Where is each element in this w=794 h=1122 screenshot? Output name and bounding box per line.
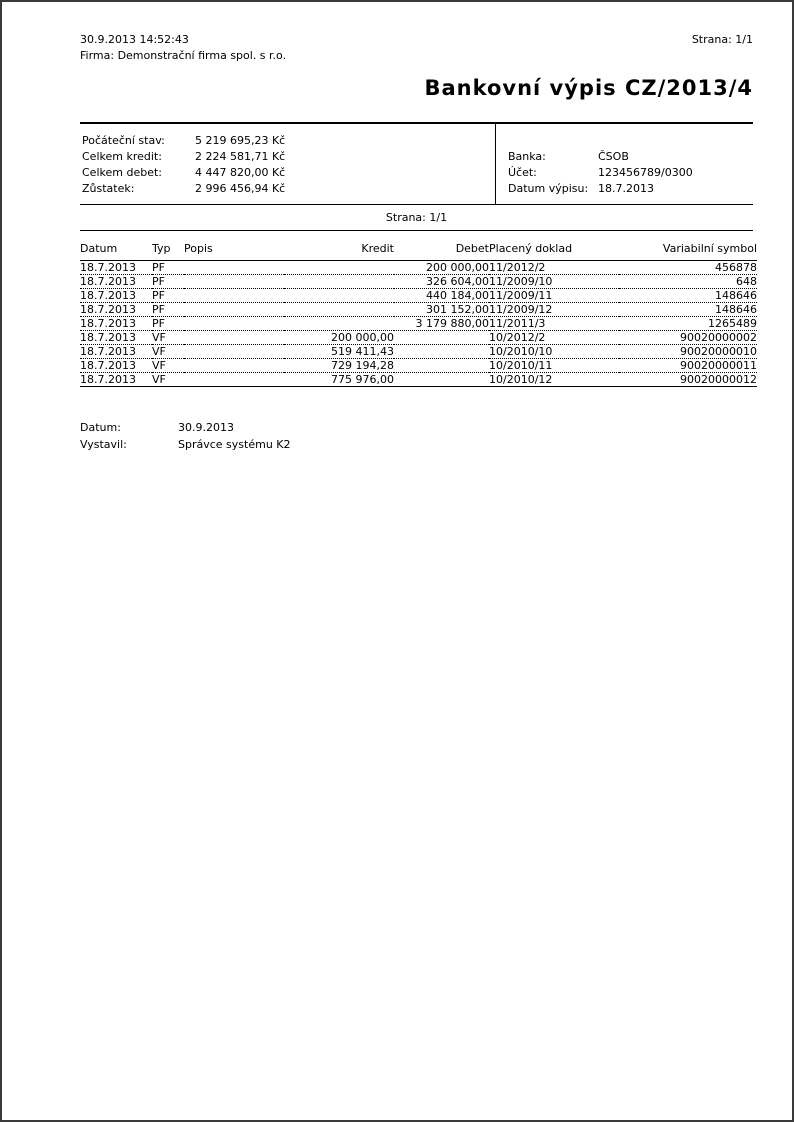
- account-label: Účet:: [508, 166, 537, 179]
- table-cell: VF: [152, 359, 184, 373]
- col-header-placeny-doklad: Placený doklad: [489, 233, 619, 261]
- table-cell: PF: [152, 303, 184, 317]
- table-cell: VF: [152, 373, 184, 387]
- table-cell: 18.7.2013: [80, 345, 152, 359]
- footer-issued-by-value: Správce systému K2: [178, 438, 291, 451]
- table-cell: [394, 345, 489, 359]
- table-cell: 326 604,00: [394, 275, 489, 289]
- table-cell: [284, 303, 394, 317]
- table-cell: 11/2009/10: [489, 275, 619, 289]
- table-cell: [284, 275, 394, 289]
- summary-totals: [80, 124, 495, 204]
- table-cell: 18.7.2013: [80, 275, 152, 289]
- total-debit-label: Celkem debet:: [82, 166, 162, 179]
- statement-date-value: 18.7.2013: [598, 182, 654, 195]
- col-header-variabilni-symbol: Variabilní symbol: [619, 233, 757, 261]
- table-cell: [284, 317, 394, 331]
- total-credit-value: 2 224 581,71 Kč: [195, 150, 286, 163]
- header-left: [80, 32, 286, 64]
- summary-row: [82, 133, 495, 149]
- col-header-typ: Typ: [152, 233, 184, 261]
- table-cell: [394, 373, 489, 387]
- table-cell: [184, 331, 284, 345]
- table-cell: 11/2012/2: [489, 261, 619, 275]
- table-row: [80, 345, 757, 359]
- closing-balance-label: Zůstatek:: [82, 182, 135, 195]
- footer-date-row: [80, 419, 753, 436]
- table-cell: 10/2012/2: [489, 331, 619, 345]
- table-cell: 200 000,00: [284, 331, 394, 345]
- table-cell: 148646: [619, 289, 757, 303]
- footer-issued-by-label: Vystavil:: [80, 438, 127, 451]
- table-cell: 18.7.2013: [80, 373, 152, 387]
- table-cell: 11/2011/3: [489, 317, 619, 331]
- table-cell: [394, 359, 489, 373]
- col-header-debet: Debet: [394, 233, 489, 261]
- page-title: Bankovní výpis CZ/2013/4: [424, 76, 753, 100]
- table-cell: 648: [619, 275, 757, 289]
- footer-date-label: Datum:: [80, 421, 121, 434]
- table-cell: 11/2009/11: [489, 289, 619, 303]
- table-cell: 11/2009/12: [489, 303, 619, 317]
- table-cell: 519 411,43: [284, 345, 394, 359]
- table-row: [80, 331, 757, 345]
- table-cell: [184, 261, 284, 275]
- table-row: [80, 289, 757, 303]
- table-cell: [184, 373, 284, 387]
- table-row: [80, 261, 757, 275]
- table-cell: PF: [152, 289, 184, 303]
- table-cell: 200 000,00: [394, 261, 489, 275]
- table-cell: 148646: [619, 303, 757, 317]
- total-credit-label: Celkem kredit:: [82, 150, 162, 163]
- print-datetime: 30.9.2013 14:52:43: [80, 33, 189, 46]
- firm-name: Firma: Demonstrační firma spol. s r.o.: [80, 49, 287, 62]
- table-cell: 301 152,00: [394, 303, 489, 317]
- bank-info: [495, 124, 753, 204]
- table-cell: 456878: [619, 261, 757, 275]
- report-header: [80, 2, 753, 64]
- table-cell: PF: [152, 275, 184, 289]
- report-footer: [80, 419, 753, 453]
- table-row: [80, 373, 757, 387]
- page-number: Strana: 1/1: [691, 33, 753, 46]
- table-cell: PF: [152, 317, 184, 331]
- table-cell: [184, 345, 284, 359]
- bank-label: Banka:: [508, 150, 546, 163]
- table-cell: 729 194,28: [284, 359, 394, 373]
- table-cell: [394, 331, 489, 345]
- account-row: [508, 165, 753, 181]
- account-value: 123456789/0300: [598, 166, 693, 179]
- statement-table: [80, 233, 757, 387]
- table-row: [80, 303, 757, 317]
- table-cell: 18.7.2013: [80, 359, 152, 373]
- table-cell: [284, 261, 394, 275]
- summary-row: [82, 165, 495, 181]
- summary-box: [80, 124, 753, 205]
- table-cell: 440 184,00: [394, 289, 489, 303]
- summary-row: [82, 149, 495, 165]
- table-cell: VF: [152, 345, 184, 359]
- table-row: [80, 317, 757, 331]
- table-cell: 18.7.2013: [80, 303, 152, 317]
- closing-balance-value: 2 996 456,94 Kč: [195, 182, 286, 195]
- table-cell: 18.7.2013: [80, 331, 152, 345]
- table-cell: 90020000011: [619, 359, 757, 373]
- table-cell: [184, 359, 284, 373]
- table-cell: PF: [152, 261, 184, 275]
- total-debit-value: 4 447 820,00 Kč: [195, 166, 286, 179]
- table-cell: VF: [152, 331, 184, 345]
- table-cell: 18.7.2013: [80, 317, 152, 331]
- table-cell: 90020000002: [619, 331, 757, 345]
- table-cell: 1265489: [619, 317, 757, 331]
- opening-balance-label: Počáteční stav:: [82, 134, 165, 147]
- statement-table-body: [80, 261, 757, 387]
- mid-page-number: Strana: 1/1: [80, 205, 753, 231]
- col-header-datum: Datum: [80, 233, 152, 261]
- col-header-kredit: Kredit: [284, 233, 394, 261]
- table-cell: 10/2010/11: [489, 359, 619, 373]
- table-cell: [184, 289, 284, 303]
- table-cell: [184, 303, 284, 317]
- bank-value: ČSOB: [598, 150, 629, 163]
- bank-row: [508, 149, 753, 165]
- table-cell: 90020000010: [619, 345, 757, 359]
- statement-date-row: [508, 181, 753, 197]
- statement-date-label: Datum výpisu:: [508, 182, 589, 195]
- table-cell: 10/2010/10: [489, 345, 619, 359]
- table-cell: 18.7.2013: [80, 261, 152, 275]
- col-header-popis: Popis: [184, 233, 284, 261]
- table-cell: [184, 275, 284, 289]
- table-cell: 90020000012: [619, 373, 757, 387]
- table-cell: 3 179 880,00: [394, 317, 489, 331]
- opening-balance-value: 5 219 695,23 Kč: [195, 134, 286, 147]
- footer-issued-by-row: [80, 436, 753, 453]
- footer-date-value: 30.9.2013: [178, 421, 234, 434]
- table-cell: 775 976,00: [284, 373, 394, 387]
- table-row: [80, 275, 757, 289]
- table-cell: [184, 317, 284, 331]
- summary-row: [82, 181, 495, 197]
- table-row: [80, 359, 757, 373]
- table-cell: 18.7.2013: [80, 289, 152, 303]
- table-cell: [284, 289, 394, 303]
- table-header-row: [80, 233, 757, 261]
- table-cell: 10/2010/12: [489, 373, 619, 387]
